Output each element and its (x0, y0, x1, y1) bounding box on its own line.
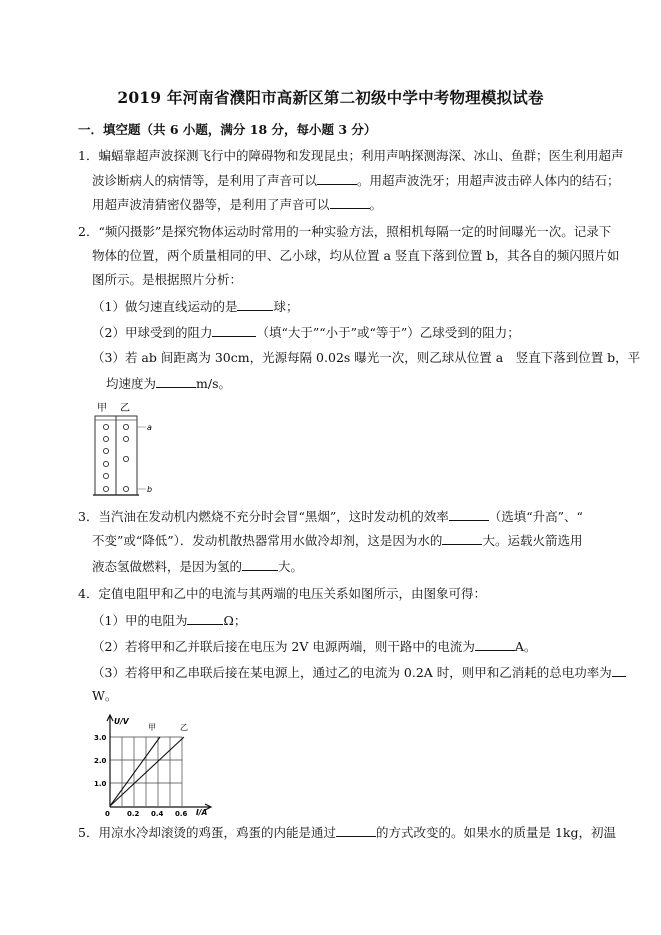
q2-line1: 2．“频闪摄影”是探究物体运动时常用的一种实验方法，照相机每隔一定的时间曝光一次。记录下 (78, 224, 612, 239)
q3-line2-text-a: 不变”或“降低”）．发动机散热器常用水做冷却剂，这是因为水的 (92, 533, 443, 548)
q2-sub1 (92, 298, 298, 315)
q3-line2 (92, 532, 582, 549)
q4-sub2-text-b: A。 (514, 639, 537, 654)
graph-ytick: 1.0 (94, 780, 107, 788)
q2-sub1-text-a: （1）做匀速直线运动的是 (92, 299, 238, 314)
q4-sub2-text-a: （2）若将甲和乙并联后接在电压为 2V 电源两端，则干路中的电流为 (92, 639, 475, 654)
q4-blank3 (612, 664, 626, 677)
q2-blank2 (212, 324, 256, 337)
q2-sub2-text-a: （2）甲球受到的阻力 (92, 325, 213, 340)
q3-line3 (92, 558, 303, 575)
q1-line3-text-b: 。 (369, 197, 383, 212)
q5-line1-text-a: 5．用凉水冷却滚烫的鸡蛋，鸡蛋的内能是通过 (78, 825, 336, 840)
q2-blank1 (237, 298, 273, 311)
fig-label-b: b (147, 485, 153, 494)
q2-sub3: （3）若 ab 间距离为 30cm，光源每隔 0.02s 曝光一次，则乙球从位置 a 竖直下落到位置 b，平 (92, 350, 641, 365)
q2-sub3-cont (106, 375, 231, 392)
graph-xtick: 0.6 (175, 810, 188, 818)
section-heading: 一．填空题（共 6 小题，满分 18 分，每小题 3 分） (78, 122, 377, 137)
graph-line-yi (110, 737, 184, 806)
q1-line3-text-a: 用超声波清猜密仪器等，是利用了声音可以 (92, 197, 330, 212)
q1-blank2 (330, 196, 370, 209)
page-title: 2019 年河南省濮阳市高新区第二初级中学中考物理模拟试卷 (117, 88, 544, 107)
q3-line2-text-b: 大。运载火箭选用 (482, 533, 583, 548)
graph-ytick: 2.0 (94, 757, 107, 765)
fig-label-a: a (147, 423, 152, 432)
q4-sub1-text-b: Ω； (223, 613, 247, 628)
fig-balls-yi (123, 424, 128, 491)
graph-label-jia: 甲 (148, 723, 156, 732)
graph-yticks (94, 734, 107, 788)
q4-sub3-cont: W。 (92, 688, 118, 703)
q1-line2 (92, 172, 620, 189)
q4-blank1 (187, 612, 223, 625)
graph-xtick: 0.4 (151, 810, 164, 818)
graph-ytick: 3.0 (94, 734, 107, 742)
q2-sub1-text-b: 球； (273, 299, 299, 314)
q3-line1-text-b: （选填“升高”、“ (488, 509, 583, 524)
q4-line1: 4．定值电阻甲和乙中的电流与其两端的电压关系如图所示，由图象可得： (78, 586, 486, 601)
graph-ylabel: U/V (114, 717, 129, 726)
graph-xtick: 0.2 (127, 810, 140, 818)
q2-blank3 (156, 375, 196, 388)
q3-blank3 (242, 558, 278, 571)
q2-sub3-text-a: 均速度为 (106, 376, 157, 391)
q2-line3: 图所示。是根据照片分析： (92, 272, 243, 287)
q3-blank2 (442, 532, 482, 545)
q4-blank2 (475, 638, 515, 651)
q2-line2: 物体的位置，两个质量相同的甲、乙小球，均从位置 a 竖直下落到位置 b，其各自的频闪照片如 (92, 248, 620, 263)
graph-axes (107, 715, 211, 810)
q4-sub1-text-a: （1）甲的电阻为 (92, 613, 188, 628)
strobe-photo-figure (88, 400, 158, 500)
q4-sub2 (92, 638, 536, 655)
fig-balls-jia (103, 424, 108, 491)
ui-graph (88, 708, 218, 818)
q1-blank1 (317, 172, 357, 185)
q1-line2-text-b: 。用超声波洗牙；用超声波击碎人体内的结石； (357, 173, 620, 188)
q1-line1: 1．蝙蝠靠超声波探测飞行中的障碍物和发现昆虫；利用声呐探测海深、冰山、鱼群；医生利用超声 (78, 148, 624, 163)
q3-line3-text-a: 液态氢做燃料，是因为氢的 (92, 559, 243, 574)
q3-blank1 (449, 508, 489, 521)
q1-line3 (92, 196, 382, 213)
graph-label-yi: 乙 (180, 723, 188, 732)
q2-sub3-text-b: m/s。 (196, 376, 231, 391)
q4-sub1 (92, 612, 246, 629)
q3-line1 (78, 508, 583, 525)
q2-sub2 (92, 324, 520, 341)
fig-label-yi: 乙 (120, 403, 130, 414)
q3-line1-text-a: 3．当汽油在发动机内燃烧不充分时会冒“黑烟”，这时发动机的效率 (78, 509, 449, 524)
graph-xlabel: I/A (196, 808, 208, 817)
graph-line-jia (110, 737, 160, 806)
q5-blank1 (336, 824, 376, 837)
graph-xtick: 0 (105, 810, 110, 818)
q4-sub3-text: （3）若将甲和乙串联后接在某电源上，通过乙的电流为 0.2A 时，则甲和乙消耗的总电功率为 (92, 665, 612, 680)
q3-line3-text-b: 大。 (278, 559, 304, 574)
q1-line2-text-a: 波诊断病人的病情等，是利用了声音可以 (92, 173, 318, 188)
graph-xticks (105, 810, 188, 818)
q5-line1 (78, 824, 616, 841)
q5-line1-text-b: 的方式改变的。如果水的质量是 1kg，初温 (375, 825, 616, 840)
q2-sub2-text-b: （填“大于”“小于”或“等于”）乙球受到的阻力； (256, 325, 520, 340)
fig-label-jia: 甲 (97, 403, 107, 414)
q4-sub3 (92, 664, 626, 681)
